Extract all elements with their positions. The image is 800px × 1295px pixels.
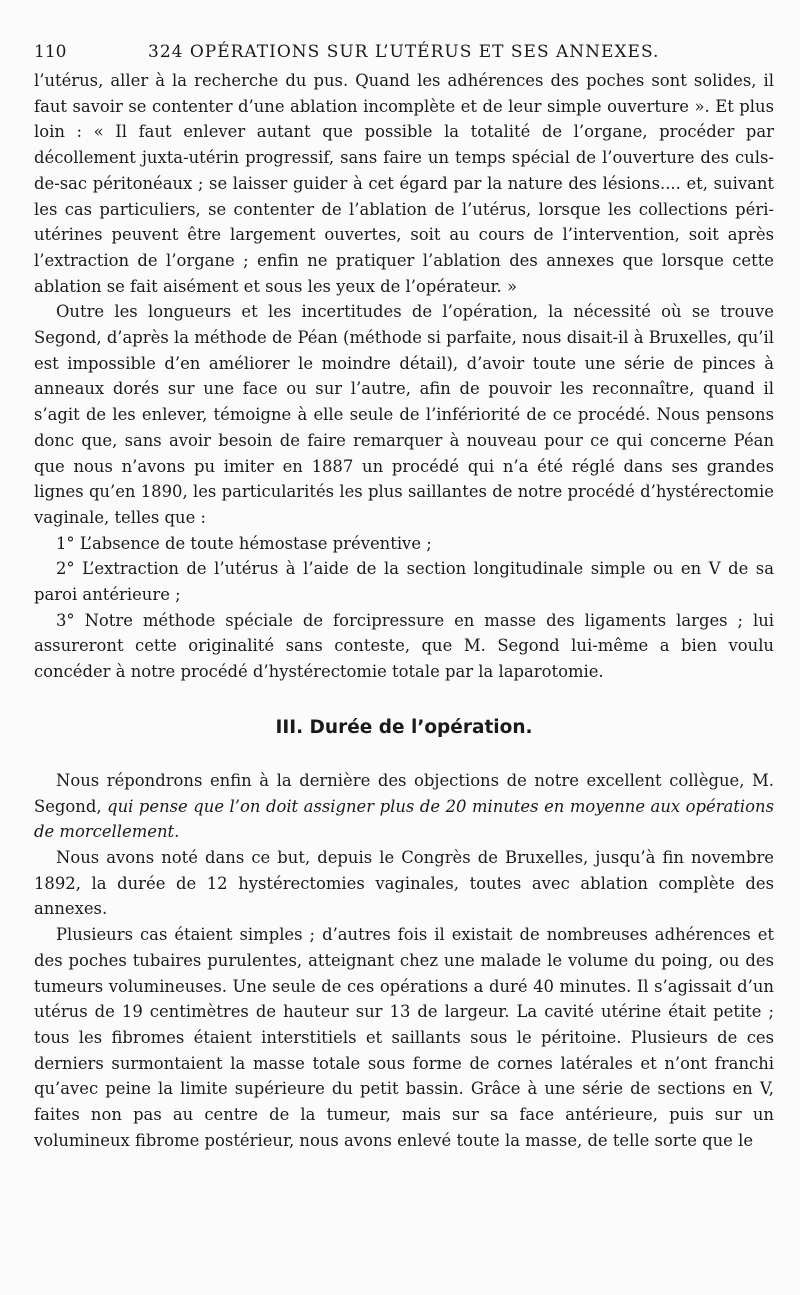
- list-item-2: 2° L’extraction de l’utérus à l’aide de la section longitudinale simple ou en V de sa paroi antérieure ;: [34, 559, 774, 605]
- objection-text: Nous répondrons enfin à la dernière des objections de notre excellent collègue, M. Segond,: [34, 770, 774, 816]
- page-header: [34, 42, 774, 62]
- paragraph-durations: Nous avons noté dans ce but, depuis le Congrès de Bruxelles, jusqu’à fin novembre 1892, la durée de 12 hystérectomies vaginales, toutes avec ablation complète des annexes.: [34, 847, 774, 919]
- page-number: 110: [34, 42, 67, 62]
- section-heading: III. Durée de l’opération.: [275, 716, 533, 738]
- paragraph-cases: Plusieurs cas étaient simples ; d’autres fois il existait de nombreuses adhérences et des poches tubaires purulentes, atteignant chez une malade le volume du poing, ou des tumeurs volumineuses. Une seule de ces opérations a duré 40 minutes. Il s’agissait d’un utérus de 19 centimètres de hauteur sur 13 de largeur. La cavité utérine était petite ; tous les fibromes étaient interstitiels et saillants sous le péritoine. Plusieurs de ces derniers surmontaient la masse totale sous forme de cornes latérales et n’ont franchi qu’avec peine la limite supérieure du petit bassin. Grâce à une série de sections en V, faites non pas au centre de la tumeur, mais sur sa face antérieure, puis sur un volumineux fibrome postérieur, nous avons enlevé toute la masse, de telle sorte que le: [34, 925, 774, 1150]
- list-item-3: 3° Notre méthode spéciale de forcipressure en masse des ligaments larges ; lui assureront cette originalité sans conteste, que M. Segond lui-même a bien voulu concéder à notre procédé d’hystérectomie totale par la laparotomie.: [34, 610, 774, 682]
- running-title: 324 OPÉRATIONS SUR L’UTÉRUS ET SES ANNEXES.: [148, 42, 660, 62]
- paragraph-critique: Outre les longueurs et les incertitudes de l’opération, la nécessité où se trouve Segond, d’après la méthode de Péan (méthode si parfaite, nous disait-il à Bruxelles, qu’il est impossible d’en améliorer le moindre détail), d’avoir toute une série de pinces à anneaux dorés sur une face ou sur l’autre, afin de pouvoir les reconnaître, quand il s’agit de les enlever, témoigne à elle seule de l’infériorité de ce procédé. Nous pensons donc que, sans avoir besoin de faire remarquer à nouveau pour ce qui concerne Péan que nous n’avons pu imiter en 1887 un procédé qui n’a été réglé dans ses grandes lignes qu’en 1890, les particularités les plus saillantes de notre procédé d’hystérectomie vaginale, telles que :: [34, 302, 774, 527]
- paragraph-objection: [34, 768, 774, 845]
- paragraph-quote-continuation: l’utérus, aller à la recherche du pus. Quand les adhérences des poches sont solides, il faut savoir se contenter d’une ablation incomplète et de leur simple ouverture ». Et plus loin : « Il faut enlever autant que possible la totalité de l’organe, procéder par décollement juxta-utérin progressif, sans faire un temps spécial de l’ouverture des culs-de-sac péritonéaux ; se laisser guider à cet égard par la nature des lésions.... et, suivant les cas particuliers, se contenter de l’ablation de l’utérus, lorsque les collections péri-utérines peuvent être largement ouvertes, soit au cours de l’intervention, soit après l’extraction de l’organe ; enfin ne pratiquer l’ablation des annexes que lorsque cette ablation se fait aisément et sous les yeux de l’opérateur. »: [34, 71, 774, 296]
- objection-italic: qui pense que l’on doit assigner plus de 20 minutes en moyenne aux opérations de morcellement.: [34, 796, 774, 842]
- list-item-1: 1° L’absence de toute hémostase préventive ;: [56, 533, 432, 553]
